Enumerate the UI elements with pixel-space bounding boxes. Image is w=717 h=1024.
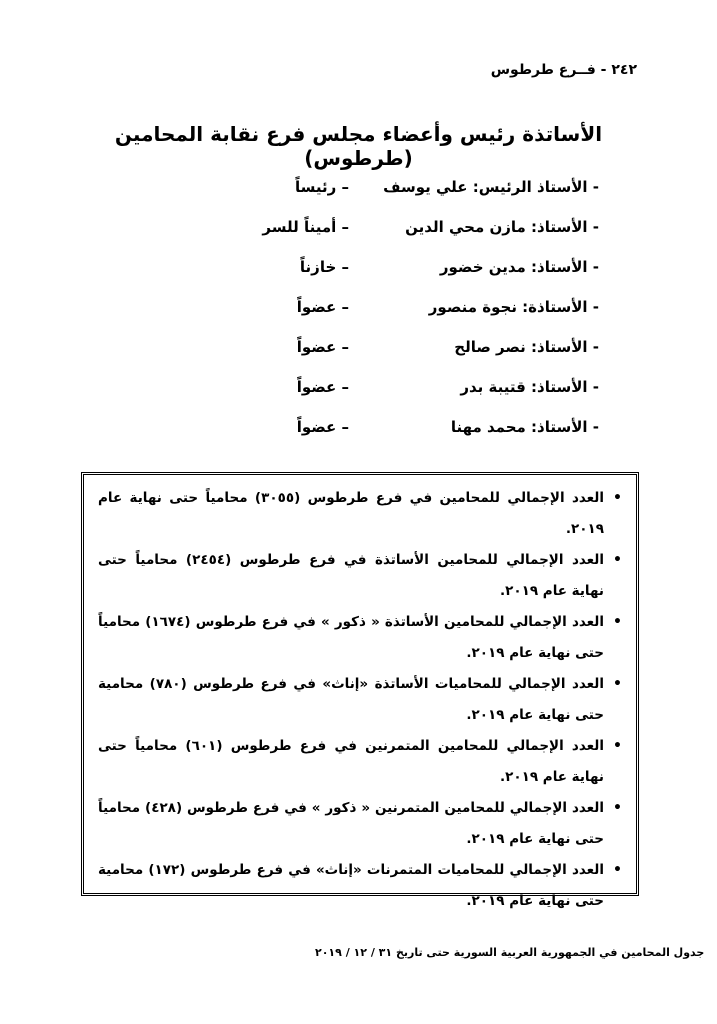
member-role: – رئيساً xyxy=(294,178,349,196)
member-row xyxy=(99,378,599,418)
bullet-icon: • xyxy=(613,738,622,754)
member-name: - الأستاذ: نصر صالح xyxy=(454,338,599,356)
list-item xyxy=(98,669,622,731)
stat-text: العدد الإجمالي للمحاميات الأساتذة «إناث» في فرع طرطوس (٧٨٠) محامية حتى نهاية عام ٢٠١٩. xyxy=(98,676,604,723)
list-item xyxy=(98,483,622,545)
stat-text: العدد الإجمالي للمحامين في فرع طرطوس (٣٠٥٥) محامياً حتى نهاية عام ٢٠١٩. xyxy=(98,490,604,537)
member-role: – عضواً xyxy=(296,378,349,396)
page-footer: جدول المحامين في الجمهورية العربية السورية حتى تاريخ ٣١ / ١٢ / ٢٠١٩ xyxy=(315,946,705,959)
stat-text: العدد الإجمالي للمحامين الأساتذة « ذكور » في فرع طرطوس (١٦٧٤) محامياً حتى نهاية عام ٢٠١٩. xyxy=(98,614,604,661)
member-name: - الأستاذ: قتيبة بدر xyxy=(460,378,599,396)
list-item xyxy=(98,545,622,607)
member-row xyxy=(99,418,599,458)
bullet-icon: • xyxy=(613,614,622,630)
bullet-icon: • xyxy=(613,552,622,568)
member-role: – عضواً xyxy=(296,418,349,436)
member-row xyxy=(99,338,599,378)
list-item xyxy=(98,607,622,669)
list-item xyxy=(98,731,622,793)
member-name: - الأستاذ الرئيس: علي يوسف xyxy=(383,178,599,196)
member-row xyxy=(99,258,599,298)
stat-text: العدد الإجمالي للمحامين المتمرنين « ذكور » في فرع طرطوس (٤٢٨) محامياً حتى نهاية عام ٢٠١٩. xyxy=(98,800,604,847)
bullet-icon: • xyxy=(613,490,622,506)
stat-text: العدد الإجمالي للمحاميات المتمرنات «إناث» في فرع طرطوس (١٧٢) محامية حتى نهاية عام ٢٠١٩. xyxy=(98,862,604,909)
bullet-icon: • xyxy=(613,800,622,816)
bullet-icon: • xyxy=(613,862,622,878)
stat-text: العدد الإجمالي للمحامين المتمرنين في فرع طرطوس (٦٠١) محامياً حتى نهاية عام ٢٠١٩. xyxy=(98,738,604,785)
member-row xyxy=(99,218,599,258)
member-role: – أميناً للسر xyxy=(262,218,349,236)
member-name: - الأستاذ: مدين خضور xyxy=(439,258,599,276)
member-role: – خازناً xyxy=(299,258,349,276)
statistics-list xyxy=(84,475,636,917)
council-members-list xyxy=(99,178,599,458)
bullet-icon: • xyxy=(613,676,622,692)
member-name: - الأستاذة: نجوة منصور xyxy=(428,298,599,316)
stat-text: العدد الإجمالي للمحامين الأساتذة في فرع طرطوس (٢٤٥٤) محامياً حتى نهاية عام ٢٠١٩. xyxy=(98,552,604,599)
member-row xyxy=(99,298,599,338)
page-title: الأساتذة رئيس وأعضاء مجلس فرع نقابة المحامين (طرطوس) xyxy=(114,122,603,170)
list-item xyxy=(98,855,622,917)
member-name: - الأستاذ: محمد مهنا xyxy=(450,418,599,436)
member-name: - الأستاذ: مازن محي الدين xyxy=(405,218,599,236)
statistics-box xyxy=(81,472,639,909)
member-role: – عضواً xyxy=(296,298,349,316)
member-role: – عضواً xyxy=(296,338,349,356)
member-row xyxy=(99,178,599,218)
page-header: ٢٤٢ - فــرع طرطوس xyxy=(490,62,637,78)
list-item xyxy=(98,793,622,855)
